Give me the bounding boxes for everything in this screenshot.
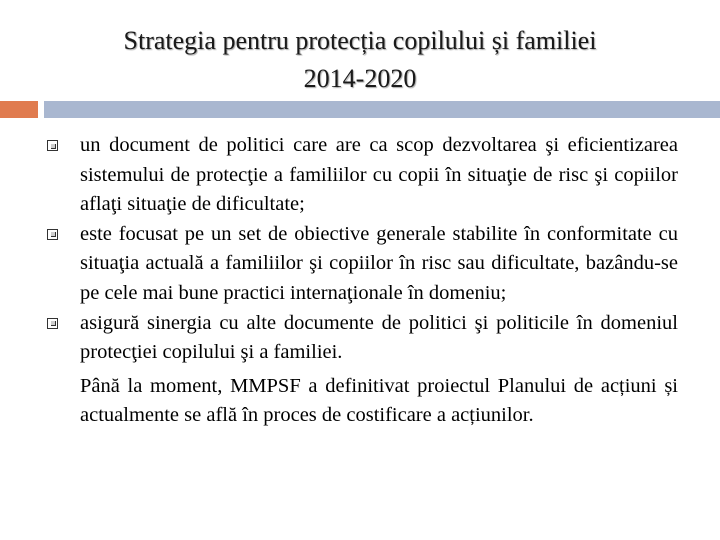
square-bullet-icon xyxy=(47,140,58,151)
title-line-2: 2014-2020 xyxy=(303,64,417,93)
status-note: Până la moment, MMPSF a definitivat proiectul Planului de acțiuni și actualmente se află în proces de costificare a acțiunilor. xyxy=(80,374,678,427)
slide-body xyxy=(44,131,678,431)
divider-band xyxy=(44,101,720,118)
square-bullet-icon xyxy=(47,229,58,240)
bullet-item xyxy=(44,309,678,368)
bullet-text: este focusat pe un set de obiective generale stabilite în conformitate cu situaţia actuală a familiilor şi copiilor în risc sau dificultate, bazându-se pe cele mai bune practici internaţionale în domeniu; xyxy=(80,222,678,304)
bullet-text: un document de politici care are ca scop dezvoltarea şi eficientizarea sistemului de protecţie a familiilor cu copii în situaţie de risc şi copiilor aflaţi situaţie de dificultate; xyxy=(80,134,678,216)
square-bullet-icon xyxy=(47,318,58,329)
bullet-item xyxy=(44,131,678,220)
bullet-item xyxy=(44,220,678,309)
slide-title xyxy=(30,22,690,98)
bullet-text: asigură sinergia cu alte documente de politici şi politicile în domeniul protecţiei copilului şi a familiei. xyxy=(80,311,678,364)
title-line-1: Strategia pentru protecția copilului și familiei xyxy=(123,26,597,55)
title-divider xyxy=(0,101,720,118)
divider-accent xyxy=(0,101,38,118)
